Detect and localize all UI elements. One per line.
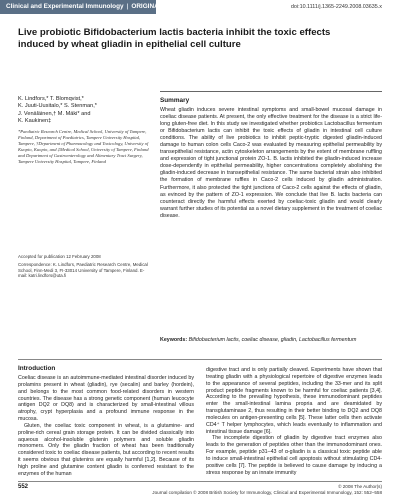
author-line: K. Kaukinen‡ (18, 118, 52, 125)
copyright-notice (152, 484, 382, 496)
section-divider (18, 359, 382, 360)
copyright-line: © 2008 The Author(s) (338, 484, 382, 489)
keywords (160, 337, 382, 344)
publication-info (18, 254, 150, 279)
affiliations: *Paediatric Research Centre, Medical School, University of Tampere, Finland, Department of Paediatrics, Tampere University Hospital, Tampere, †Department of Pharmacology and Toxicology, University of Kuopio, Kuopio, and ‡Medical School, University of Tampere, Finland and Department of Gastroenterology and Alimentary Tract Surgery, Tampere University Hospital, Tampere, Finland (18, 129, 149, 164)
author-list (18, 96, 148, 126)
summary-text: Wheat gliadin induces severe intestinal symptoms and small-bowel mucosal damage in coeliac disease patients. At present, the only effective treatment for the disease is a strict life-long gluten-free diet. In this study we investigated whether probiotics Lactobacillus fermentum or Bifidobacterium lactis can inhibit the toxic effects of gliadin in intestinal cell culture conditions. The ability of live probiotics to inhibit peptic-tryptic digested gliadin-induced damage to human colon cells Caco-2 was evaluated by measuring epithelial permeability by transepithelial resistance, actin cytoskeleton arrangements by the extent of membrane ruffling and expression of tight junctional protein ZO-1. B. lactis inhibited the gliadin-induced increase dose-dependently in epithelial permeability, higher concentrations completely abolishing the gliadin-induced decrease in transepithelial resistance. The same bacterial strain also inhibited the formation of membrane ruffles in Caco-2 cells induced by gliadin administration. Furthermore, it also protected the tight junctions of Caco-2 cells against the effects of gliadin, as evinced by the pattern of ZO-1 expression. We conclude that live B. lactis bacteria can counteract directly the harmful effects exerted by coeliac-toxic gliadin and would clearly warrant further studies of its potential as a novel dietary supplement in the treatment of coeliac disease. (160, 107, 382, 219)
paragraph: Coeliac disease is an autoimmune-mediated intestinal disorder induced by prolamins present in wheat (gliadin), rye (secalin) and barley (hordein), and belongs to the most common food-related disorders in western countries. The disease has a strong genetic component (human leucocyte antigen DQ2 or DQ8) and is characterized by small-intestinal villous atrophy, crypt hyperplasia and a profound immune response in the mucosa. (18, 375, 194, 423)
summary-rule (160, 91, 382, 92)
author-line: K. Juuti-Uusitalo,* S. Stenman,* (18, 103, 97, 110)
text-column-right (206, 367, 382, 477)
journal-header (0, 0, 400, 14)
text-column-left (18, 375, 194, 478)
header-separator: | (126, 3, 129, 10)
article-section: ORIGINAL ARTICLE (131, 3, 192, 10)
article-title: Live probiotic Bifidobacterium lactis bacteria inhibit the toxic effects induced by wheat gliadin in epithelial cell culture (18, 27, 331, 50)
keywords-label: Keywords: (160, 337, 188, 343)
paragraph: The incomplete digestion of gliadin by digestive tract enzymes also leads to the generation of peptides other than the immunodominant ones. For example, peptide p31–43 of α-gliadin is a classical toxic peptide able to induce small-intestinal epithelial cell apoptosis without stimulating CD4-positive cells [7]. The peptide is believed to cause damage by inducing a stress response by an innate immunity (206, 435, 382, 476)
author-line: K. Lindfors,* T. Blomqvist,* (18, 96, 84, 102)
author-line: J. Venäläinen,† M. Mäki* and (18, 110, 91, 117)
summary-heading: Summary (160, 97, 190, 104)
introduction-heading: Introduction (18, 365, 56, 372)
accepted-date: Accepted for publication 12 February 2008 (18, 254, 101, 259)
page-number: 552 (18, 484, 29, 490)
paragraph: digestive tract and is only partially cleaved. Experiments have shown that treating gliadin with a physiological repertoire of digestive enzymes leads to the appearance of several peptides, including the 33-mer and its split product peptide fragments known to be harmful for coeliac patients [3,4]. According to the prevailing hypothesis, these immunodominant peptides enter the small-intestinal lamina propria and are deamidated by transglutaminase 2, thus resulting in their better binding to DQ2 and DQ8 molecules on antigen-presenting cells [5]. These latter cells then activate CD4⁺ T helper lymphocytes, which leads eventually to inflammation and intestinal tissue damage [6]. (206, 367, 382, 435)
journal-name: Clinical and Experimental Immunology (6, 3, 124, 10)
journal-compilation-line: Journal compilation © 2008 British Society for Immunology, Clinical and Experimental Immunology, 152: 552–558 (152, 490, 382, 495)
paragraph: Gluten, the coeliac toxic component in wheat, is a glutamine- and proline-rich cereal grain storage protein. It can be divided classically into aqueous alcohol-insoluble glutenin polymers and soluble gliadin monomers. Only the gliadin fraction of wheat has been traditionally considered toxic to coeliac disease patients, but according to recent results it seems obvious that glutenins are equally harmful [1,2]. Because of its high proline and glutamine content gliadin is conferred resistant to the enzymes of the human (18, 422, 194, 477)
journal-banner (0, 0, 192, 14)
doi[interactable]: doi:10.1111/j.1365-2249.2008.03635.x (290, 4, 382, 10)
footer-rule (18, 481, 382, 482)
correspondence: Correspondence: K. Lindfors, Paediatric Research Centre, Medical School, Finn-Medi 3, FI-33014 University of Tampere, Finland. E-mail: katri.lindfors@uta.fi (18, 261, 148, 279)
keywords-text: Bifidobacterium lactis, coeliac disease, gliadin, Lactobacillus fermentum (188, 337, 357, 343)
